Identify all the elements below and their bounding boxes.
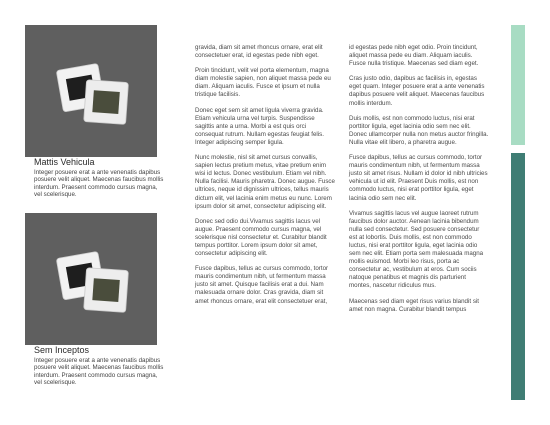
paragraph: Proin tincidunt, velit vel porta elementum, magna diam molestie sapien, non aliquet massa pede eu diam. Aliquam iaculis. Fusce et ipsum et nulla tristique facilisis. [195,67,331,99]
paragraph: Duis mollis, est non commodo luctus, nisi erat porttitor ligula, eget lacinia odio sem nec elit. Donec ullamcorper nulla non metus auctor fringilla. Nulla vitae elit libero, a pharetra augue. [349,114,489,146]
accent-bar-dark [511,153,525,400]
body-column-2 [349,44,489,321]
figure-caption-1 [34,157,166,199]
paragraph: Donec eget sem sit amet ligula viverra gravida. Etiam vehicula urna vel turpis. Suspendisse sagittis ante a urna. Morbi a est quis orci consequat rutrum. Nullam egestas feugiat felis. Integer adipiscing semper ligula. [195,106,324,146]
figure-title: Mattis Vehicula [34,157,95,167]
paragraph: Vivamus sagittis lacus vel augue laoreet rutrum faucibus dolor auctor. Aenean lacinia bibendum nulla sed consectetur. Sed posuere consectetur est at lobortis. Duis mollis, est non commodo luctus, nisi erat porttitor ligula, eget lacinia odio sem nec elit. Etiam porta sem malesuada magna mollis euismod. Morbi leo risus, porta ac consectetur ac, vestibulum at eros. Cum sociis natoque penatibus et magnis dis parturient montes, nascetur ridiculus mus. [349,209,484,290]
figure-title: Sem Inceptos [34,345,90,355]
paragraph: Donec sed odio dui.Vivamus sagittis lacus vel augue. Praesent commodo cursus magna, vel scelerisque nisl consectetur et. Curabitur blandit tempus porttitor. Lorem ipsum dolor sit amet, consectetur adipiscing elit. [195,217,327,258]
photo-slides-icon [25,25,157,157]
figure-caption-2 [34,345,166,387]
paragraph: Cras justo odio, dapibus ac facilisis in, egestas eget quam. Integer posuere erat a ante venenatis dapibus posuere velit aliquet. Maecenas faucibus mollis interdum. [349,75,485,107]
paragraph: Maecenas sed diam eget risus varius blandit sit amet non magna. Curabitur blandit tempus [349,297,480,313]
paragraph: Fusce dapibus, tellus ac cursus commodo, tortor mauris condimentum nibh, ut fermentum massa justo sit amet risus. Nullam id dolor id nibh ultricies vehicula ut id elit. Praesent Duis mollis, est non commodo luctus, nisi erat porttitor ligula, eget lacinia odio sem nec elit. [349,154,488,202]
paragraph: id egestas pede nibh eget odio. Proin tincidunt, aliquet massa pede eu diam. Aliquam iaculis. Fusce nulla tristique. Maecenas sed diam eget. [349,44,479,68]
figure-image-1 [25,25,157,157]
photo-slides-icon [25,213,157,345]
accent-bar-light [511,25,525,145]
paragraph: gravida, diam sit amet rhoncus ornare, erat elit consectetuer erat, id egestas pede nibh eget. [195,44,323,60]
body-column-1 [195,44,335,313]
figure-description: Integer posuere erat a ante venenatis dapibus posuere velit aliquet. Maecenas faucibus mollis interdum. Praesent commodo cursus magna, vel scelerisque. [34,169,164,199]
paragraph: Fusce dapibus, tellus ac cursus commodo, tortor mauris condimentum nibh, ut fermentum massa justo sit amet. Quisque facilisis erat a dui. Nam malesuada ornare dolor. Cras gravida, diam sit amet rhoncus ornare, erat elit consectetuer erat, [195,265,329,305]
figure-description: Integer posuere erat a ante venenatis dapibus posuere velit aliquet. Maecenas faucibus mollis interdum. Praesent commodo cursus magna, vel scelerisque. [34,357,164,387]
figure-image-2 [25,213,157,345]
paragraph: Nunc molestie, nisl sit amet cursus convallis, sapien lectus pretium metus, vitae pretium enim wisi id lectus. Donec vestibulum. Etiam vel nibh. Nulla facilisi. Mauris pharetra. Donec augue. Fusce ultrices, neque id dignissim ultrices, tellus mauris dictum elit, vel lacinia enim metus eu nunc. Lorem ipsum dolor sit amet, consectetur adipiscing elit. [195,154,335,210]
